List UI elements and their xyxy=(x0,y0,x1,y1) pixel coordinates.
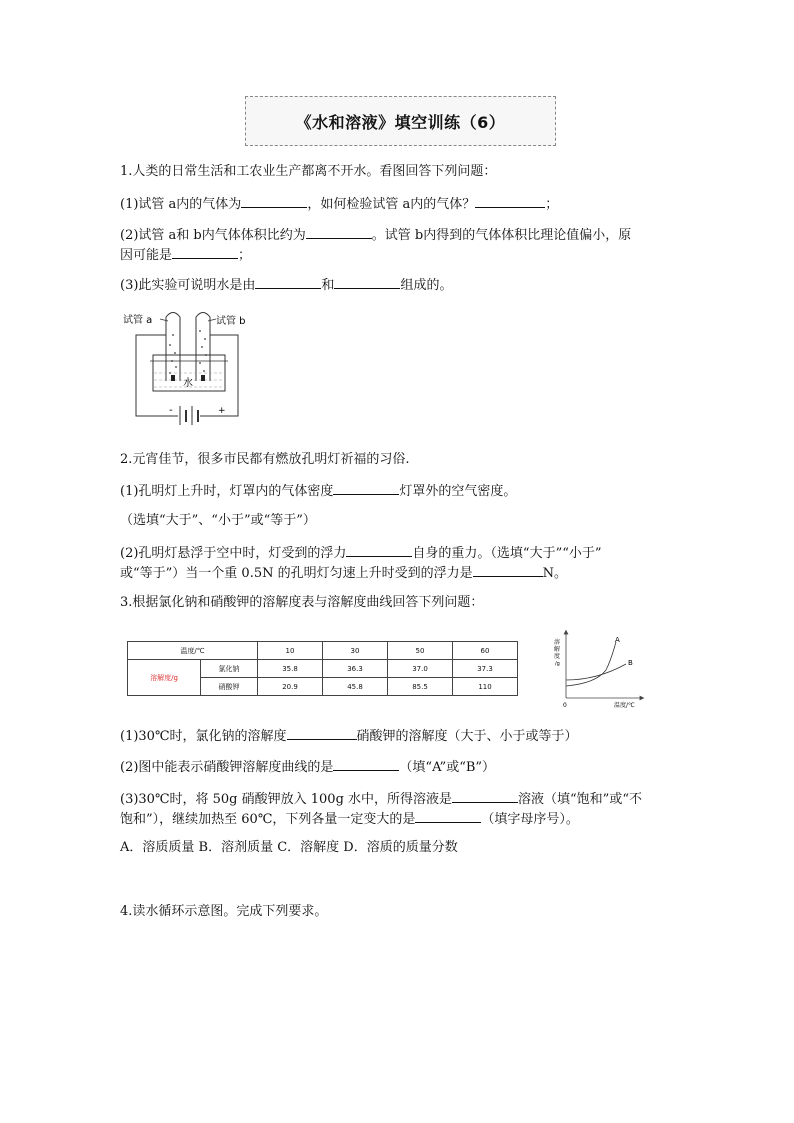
answer-blank[interactable] xyxy=(473,562,543,577)
q3-options: A．溶质质量 B．溶剂质量 C．溶解度 D．溶质的质量分数 xyxy=(120,840,458,855)
q2-part1-hint: （选填“大于”、“小于”或“等于”） xyxy=(120,513,316,528)
answer-blank[interactable] xyxy=(241,193,307,208)
curve-b xyxy=(566,664,626,680)
q3-part2: (2)图中能表示硝酸钾溶解度曲线的是 （填“A”或“B”） xyxy=(120,756,690,778)
row-label: 溶解度/g xyxy=(128,660,201,696)
answer-blank[interactable] xyxy=(475,193,545,208)
water-label: 水 xyxy=(183,378,193,389)
answer-blank[interactable] xyxy=(415,808,481,823)
solubility-curve-graph xyxy=(548,628,648,710)
temp-cell: 50 xyxy=(388,642,453,660)
table-cell: 35.8 xyxy=(258,660,323,678)
answer-blank[interactable] xyxy=(287,725,357,740)
table-cell: 36.3 xyxy=(323,660,388,678)
q1-stem: 1.人类的日常生活和工农业生产都离不开水。看图回答下列问题： xyxy=(120,164,497,179)
page-title: 《水和溶液》填空训练（6） xyxy=(295,112,506,132)
solubility-table xyxy=(127,641,518,696)
answer-blank[interactable] xyxy=(334,274,400,289)
answer-blank[interactable] xyxy=(346,542,412,557)
q3-part1: (1)30℃时，氯化钠的溶解度 硝酸钾的溶解度（大于、小于或等于） xyxy=(120,725,690,747)
substance-name: 硝酸钾 xyxy=(201,678,258,696)
answer-blank[interactable] xyxy=(172,244,238,259)
electrolysis-figure xyxy=(120,305,250,425)
table-cell: 85.5 xyxy=(388,678,453,696)
title-box xyxy=(245,96,556,146)
y-axis-label: /g xyxy=(555,661,560,667)
q1-part2: (2)试管 a和 b内气体体积比约为 。试管 b内得到的气体体积比理论值偏小，原 xyxy=(120,224,690,246)
q2-stem: 2.元宵佳节，很多市民都有燃放孔明灯祈福的习俗. xyxy=(120,452,410,467)
curve-b-label: B xyxy=(628,659,633,667)
q2-part2: (2)孔明灯悬浮于空中时，灯受到的浮力 自身的重力。（选填“大于”“小于” xyxy=(120,542,690,564)
q4-stem: 4.读水循环示意图。完成下列要求。 xyxy=(120,904,328,919)
temp-cell: 30 xyxy=(323,642,388,660)
origin-label: 0 xyxy=(563,702,567,709)
table-cell: 37.0 xyxy=(388,660,453,678)
answer-blank[interactable] xyxy=(452,788,518,803)
table-cell: 37.3 xyxy=(453,660,518,678)
table-cell: 110 xyxy=(453,678,518,696)
tube-a-label: 试管 a xyxy=(123,315,153,326)
curve-a-label: A xyxy=(615,636,620,644)
answer-blank[interactable] xyxy=(306,224,372,239)
answer-blank[interactable] xyxy=(333,480,399,495)
q3-part3-cont: 饱和”），继续加热至 60℃，下列各量一定变大的是 （填字母序号）。 xyxy=(120,808,690,830)
temp-cell: 10 xyxy=(258,642,323,660)
substance-name: 氯化钠 xyxy=(201,660,258,678)
q2-part1: (1)孔明灯上升时，灯罩内的气体密度 灯罩外的空气密度。 xyxy=(120,480,690,502)
table-cell: 20.9 xyxy=(258,678,323,696)
y-axis-label: 解 xyxy=(554,646,561,653)
y-axis-label: 度 xyxy=(554,653,561,660)
tube-b-label: 试管 b xyxy=(216,316,246,327)
q3-part3: (3)30℃时，将 50g 硝酸钾放入 100g 水中，所得溶液是 溶液（填“饱和”或“不 xyxy=(120,788,690,810)
answer-blank[interactable] xyxy=(255,274,321,289)
plus-label: + xyxy=(218,406,226,416)
answer-blank[interactable] xyxy=(333,756,399,771)
q1-part1: (1)试管 a内的气体为 ，如何检验试管 a内的气体？ ； xyxy=(120,193,690,215)
q1-part2-cont: 因可能是 ； xyxy=(120,244,690,266)
q1-part3: (3)此实验可说明水是由 和 组成的。 xyxy=(120,274,690,296)
x-axis-label: 温度/℃ xyxy=(614,702,635,709)
q2-part2-cont: 或“等于”）当一个重 0.5N 的孔明灯匀速上升时受到的浮力是 N。 xyxy=(120,562,690,584)
q3-stem: 3.根据氯化钠和硝酸钾的溶解度表与溶解度曲线回答下列问题： xyxy=(120,595,484,610)
temp-cell: 60 xyxy=(453,642,518,660)
table-cell: 45.8 xyxy=(323,678,388,696)
y-axis-label: 溶 xyxy=(554,639,561,646)
table-header-label: 温度/℃ xyxy=(128,642,258,660)
minus-label: - xyxy=(169,405,173,416)
